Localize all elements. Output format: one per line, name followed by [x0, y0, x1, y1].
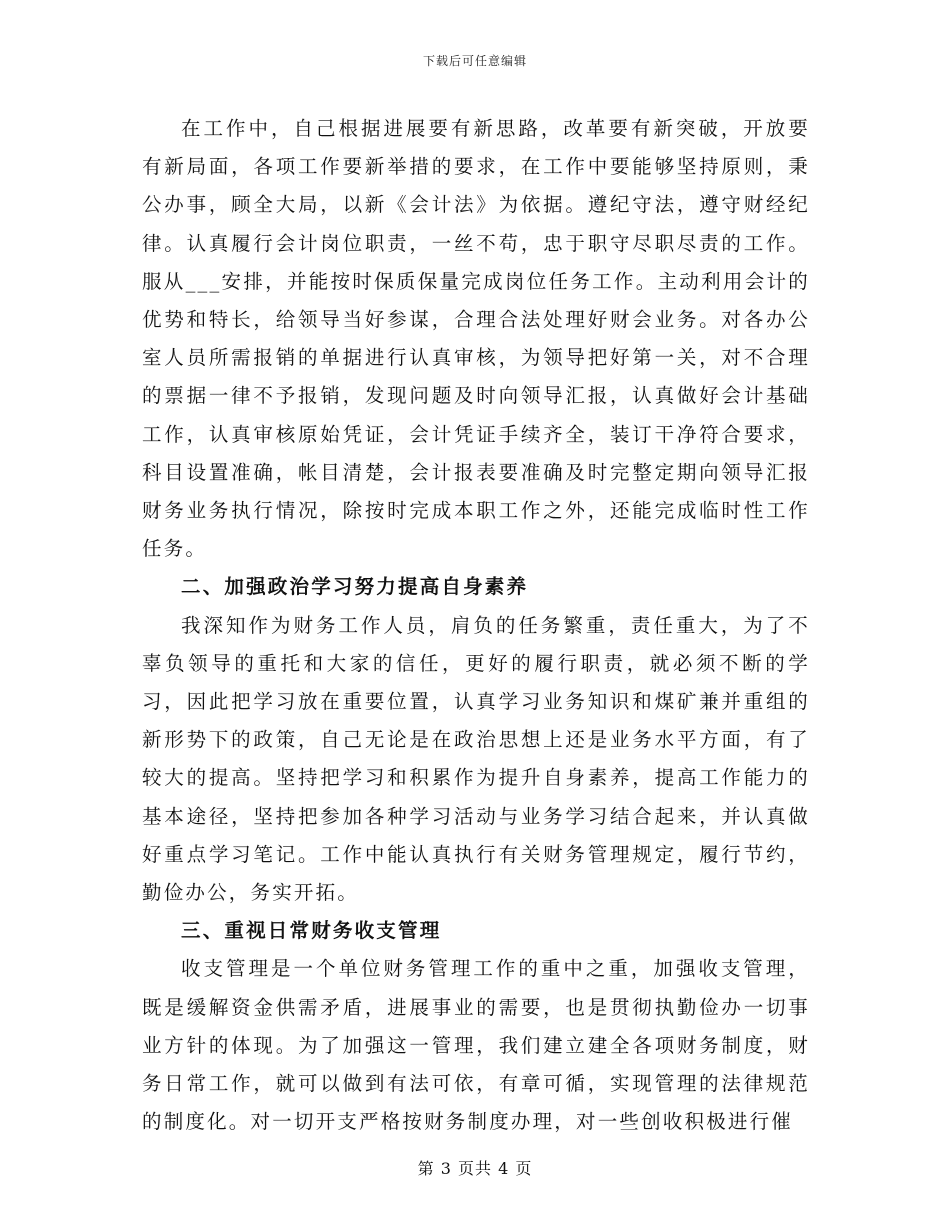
section-heading-political-study: 二、加强政治学习努力提高自身素养 [181, 575, 529, 599]
document-body [142, 110, 810, 1141]
section-heading-financial-management: 三、重视日常财务收支管理 [181, 919, 442, 943]
paragraph-financial-management: 收支管理是一个单位财务管理工作的重中之重，加强收支管理，既是缓解资金供需矛盾，进展事业的需要，也是贯彻执勤俭办一切事业方针的体现。为了加强这一管理，我们建立建全各项财务制度，财务日常工作，就可以做到有法可依，有章可循，实现管理的法律规范的制度化。对一切开支严格按财务制度办理，对一些创收积极进行催 [142, 957, 810, 1134]
header-note: 下载后可任意编辑 [422, 54, 527, 68]
paragraph-work-principles: 在工作中，自己根据进展要有新思路，改革要有新突破，开放要有新局面，各项工作要新举措的要求，在工作中要能够坚持原则，秉公办事，顾全大局，以新《会计法》为依据。遵纪守法，遵守财经纪律。认真履行会计岗位职责，一丝不苟，忠于职守尽职尽责的工作。服从___安排，并能按时保质保量完成岗位任务工作。主动利用会计的优势和特长，给领导当好参谋，合理合法处理好财会业务。对各办公室人员所需报销的单据进行认真审核，为领导把好第一关，对不合理的票据一律不予报销，发现问题及时向领导汇报，认真做好会计基础工作，认真审核原始凭证，会计凭证手续齐全，装订干净符合要求，科目设置准确，帐目清楚，会计报表要准确及时完整定期向领导汇报财务业务执行情况，除按时完成本职工作之外，还能完成临时性工作任务。 [142, 117, 810, 561]
paragraph-political-study: 我深知作为财务工作人员，肩负的任务繁重，责任重大，为了不辜负领导的重托和大家的信任，更好的履行职责，就必须不断的学习，因此把学习放在重要位置，认真学习业务知识和煤矿兼并重组的新形势下的政策，自己无论是在政治思想上还是业务水平方面，有了较大的提高。坚持把学习和积累作为提升自身素养，提高工作能力的基本途径，坚持把参加各种学习活动与业务学习结合起来，并认真做好重点学习笔记。工作中能认真执行有关财务管理规定，履行节约，勤俭办公，务实开拓。 [142, 613, 810, 905]
page-number: 第 3 页共 4 页 [417, 1159, 533, 1178]
